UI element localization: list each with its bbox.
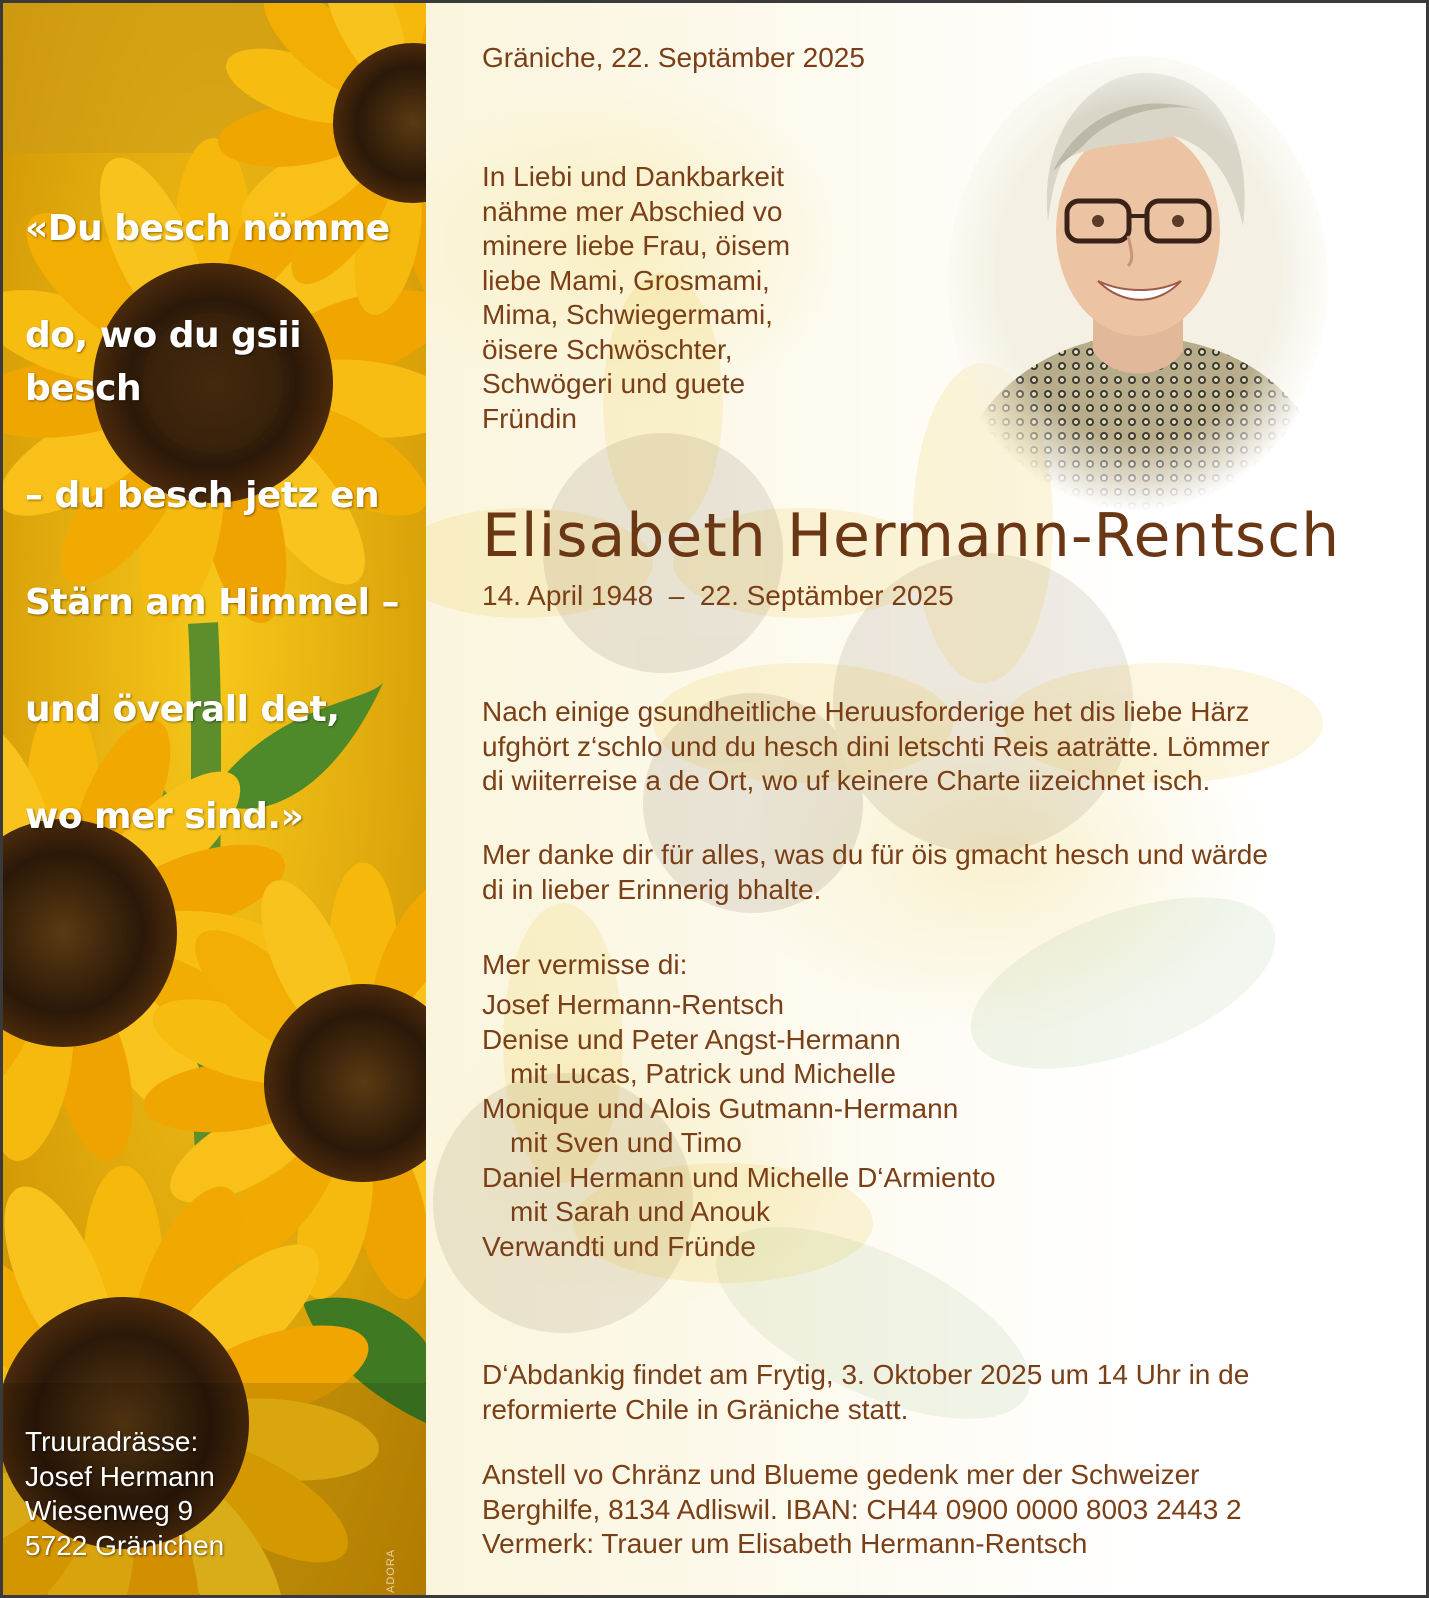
intro-line: Mima, Schwiegermami, (482, 299, 773, 330)
mourner-entry: Josef Hermann-Rentsch (482, 989, 784, 1020)
quote-line: do, wo du gsii besch (25, 314, 302, 409)
donation-line: Berghilfe, 8134 Adliswil. IBAN: CH44 0900 0000 8003 2443 2 (482, 1493, 1242, 1525)
paragraph-line: di wiiterreise a de Ort, wo uf keinere Charte iizeichnet isch. (482, 765, 1211, 796)
paragraph-line: di in lieber Erinnerig bhalte. (482, 873, 822, 905)
place-date: Gräniche, 22. Septämber 2025 (482, 42, 865, 73)
intro-line: Schwögeri und guete (482, 368, 746, 399)
paragraph-line: Mer danke dir für alles, was du für öis gmacht hesch und wärde (482, 839, 1268, 870)
donation-line: Vermerk: Trauer um Elisabeth Hermann-Rentsch (482, 1528, 1088, 1559)
paragraph-line: ufghört z‘schlo und du hesch dini letschti Reis aaträtte. Lömmer (482, 730, 1270, 762)
mourner-entry: mit Sven und Timo (510, 1127, 742, 1158)
service-line: reformierte Chile in Gräniche statt. (482, 1393, 909, 1425)
intro-line: In Liebi und Dankbarkeit (482, 161, 784, 192)
memorial-quote (25, 148, 415, 897)
printer-logo: ADORA (385, 1548, 397, 1593)
donation-line: Anstell vo Chränz und Blueme gedenk mer der Schweizer (482, 1459, 1200, 1490)
intro-line: öisere Schwöschter, (482, 333, 733, 365)
quote-line: «Du besch nömme (25, 207, 390, 249)
intro-line: nähme mer Abschied vo (482, 195, 783, 227)
mourner-entry: Daniel Hermann und Michelle D‘Armiento (482, 1161, 996, 1193)
address-city: 5722 Gränichen (25, 1529, 225, 1561)
mourners-heading: Mer vermisse di: (482, 949, 688, 980)
service-line: D‘Abdankig findet am Frytig, 3. Oktober 2025 um 14 Uhr in de (482, 1359, 1250, 1390)
intro-text (482, 160, 790, 436)
mourners-list (482, 988, 996, 1264)
mourner-entry: Denise und Peter Angst-Hermann (482, 1023, 901, 1055)
paragraph-line: Nach einige gsundheitliche Heruusforderige het dis liebe Härz (482, 696, 1250, 727)
intro-line: minere liebe Frau, öisem (482, 230, 791, 261)
mourning-address (25, 1425, 224, 1563)
funeral-service-info (482, 1358, 1249, 1427)
address-name: Josef Hermann (25, 1460, 215, 1492)
quote-line: und överall det, (25, 689, 340, 730)
quote-line: wo mer sind.» (25, 796, 304, 837)
sunflower-panel (3, 3, 426, 1598)
mourner-entry: Monique und Alois Gutmann-Hermann (482, 1092, 959, 1124)
lifespan-dates: 14. April 1948 – 22. Septämber 2025 (482, 580, 954, 611)
mourner-entry: mit Sarah und Anouk (510, 1196, 770, 1227)
mourner-entry: Verwandti und Fründe (482, 1230, 756, 1262)
address-label: Truuradrässe: (25, 1426, 199, 1457)
intro-line: Fründin (482, 402, 577, 434)
donation-info (482, 1458, 1242, 1562)
quote-line: – du besch jetz en (25, 475, 380, 516)
mourner-entry: mit Lucas, Patrick und Michelle (510, 1058, 896, 1089)
deceased-name: Elisabeth Hermann-Rentsch (482, 501, 1341, 571)
address-street: Wiesenweg 9 (25, 1495, 194, 1526)
farewell-paragraph (482, 695, 1270, 799)
quote-line: Stärn am Himmel – (25, 582, 399, 623)
thanks-paragraph (482, 838, 1268, 907)
portrait-photo (943, 51, 1333, 511)
intro-line: liebe Mami, Grosmami, (482, 264, 770, 296)
